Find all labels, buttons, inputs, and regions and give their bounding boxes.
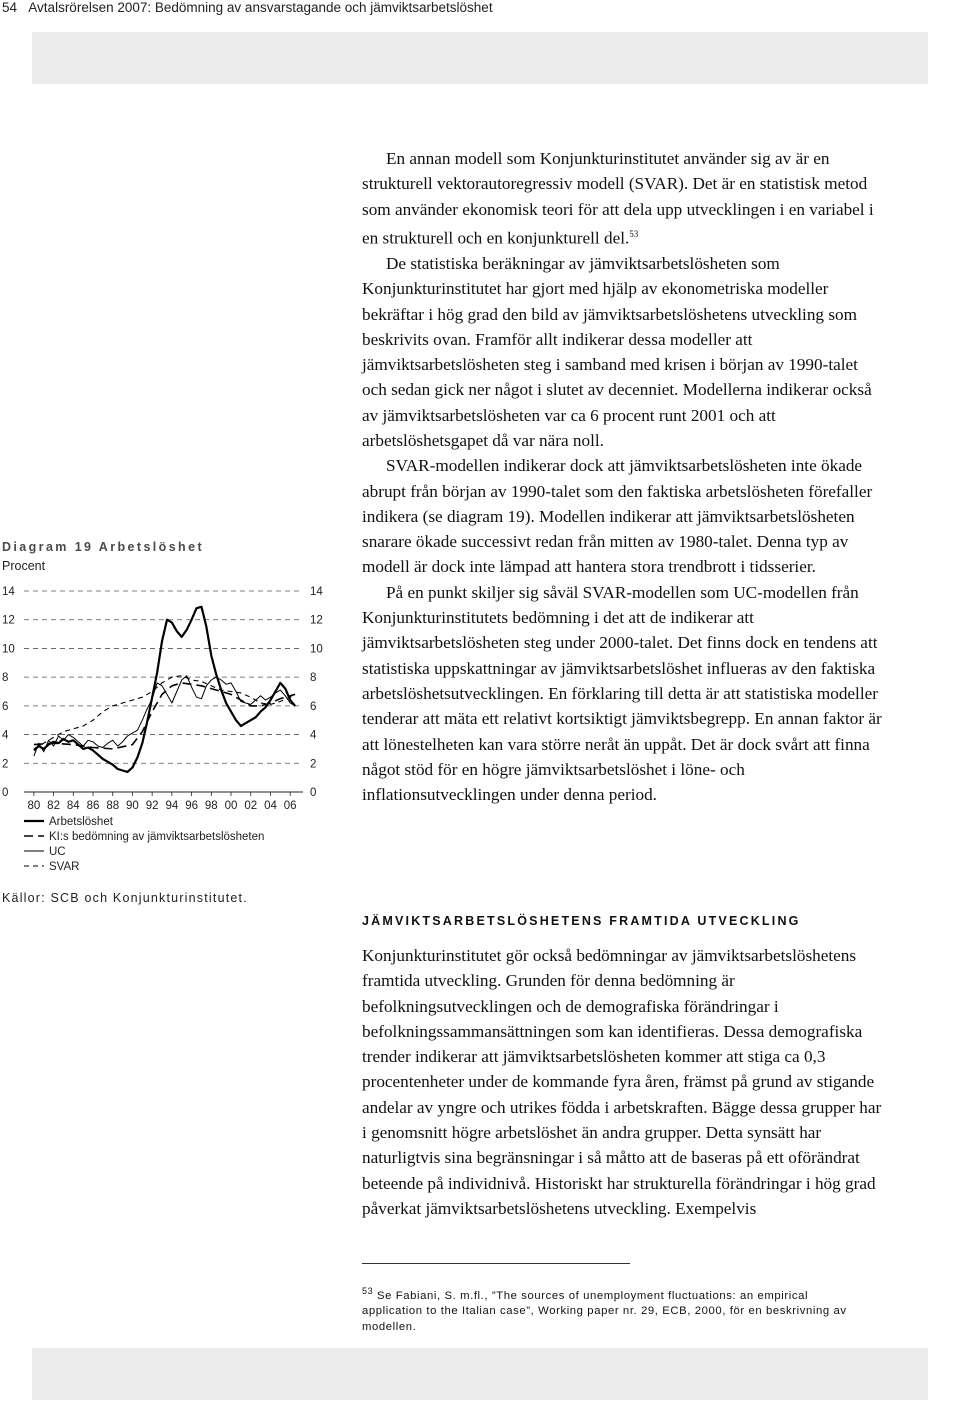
running-title: Avtalsrörelsen 2007: Bedömning av ansvarstagande och jämviktsarbetslöshet: [28, 0, 493, 15]
legend-label: SVAR: [49, 861, 80, 873]
chart-legend: [24, 816, 264, 873]
legend-label: Arbetslöshet: [49, 816, 113, 828]
x-tick-label: 82: [47, 800, 60, 812]
y-tick-label-right: 10: [310, 643, 323, 656]
y-tick-label-left: 2: [2, 758, 9, 771]
bottom-grey-band: [32, 1348, 928, 1400]
chart-series: [34, 607, 295, 772]
paragraph-2: De statistiska beräkningar av jämviktsarbetslösheten som Konjunkturinstitutet har gjort med hjälp av ekonometriska modeller bekräftar i hög grad den bild av jämviktsarbetslöshetens utveckling som beskrivits ovan. Framför allt indikerar dessa modeller att jämviktsarbetslösheten steg i samband med krisen i början av 1990-talet och sedan gick ner något i slutet av decenniet. Modellerna indikerar också av jämviktsarbetslösheten var ca 6 procent runt 2001 och att arbetslöshetsgapet då var nära noll.: [362, 253, 872, 450]
x-tick-label: 88: [106, 800, 120, 812]
footnote-ref: 53: [629, 228, 639, 239]
x-tick-label: 98: [204, 800, 218, 812]
x-tick-label: 00: [224, 800, 238, 812]
x-tick-label: 94: [165, 800, 179, 812]
x-tick-label: 90: [126, 800, 139, 812]
footnote-number: 53: [362, 1286, 374, 1296]
y-tick-label-right: 8: [310, 672, 317, 685]
x-tick-label: 04: [264, 800, 277, 812]
y-tick-label-left: 12: [2, 614, 15, 627]
y-tick-label-right: 14: [310, 586, 323, 598]
page-number: 54: [2, 0, 18, 15]
paragraph-4: På en punkt skiljer sig såväl SVAR-modellen som UC-modellen från Konjunkturinstitutets bedömning i det att de indikerar att jämviktsarbetslösheten steg under 2000-talet. Det finns dock en tendens att statistiska uppskattningar av jämviktsarbetslöshet influeras av den faktiska arbetslöshetsutvecklingen. En förklaring till detta är att statistiska modeller tenderar att mäta ett relativt kortsiktigt jämviktsbegrepp. En annan faktor är att lönestelheten kan vara större neråt än uppåt. Det är dock svårt att finna något stöd för en högre jämviktsarbetslöshet i löne- och inflationsutvecklingen under denna period.: [362, 582, 882, 805]
y-tick-label-right: 0: [310, 787, 317, 799]
y-tick-label-left: 10: [2, 643, 15, 656]
section-heading: JÄMVIKTSARBETSLÖSHETENS FRAMTIDA UTVECKLING: [362, 914, 801, 928]
body-column-top: [362, 146, 882, 807]
top-grey-band: [32, 32, 928, 84]
footnote: [362, 1284, 862, 1335]
series-line-svar: [34, 676, 295, 749]
chart-unit-label: Procent: [2, 559, 46, 573]
legend-label: KI:s bedömning av jämviktsarbetslösheten: [49, 831, 265, 843]
x-tick-label: 86: [86, 800, 100, 812]
running-header: [2, 0, 493, 15]
unemployment-chart: [0, 575, 335, 887]
y-tick-label-right: 2: [310, 758, 317, 771]
y-tick-label-left: 4: [2, 729, 9, 742]
paragraph-5: Konjunkturinstitutet gör också bedömningar av jämviktsarbetslöshetens framtida utveckling. Grunden för denna bedömning är befolkningsutvecklingen och de demografiska förändringar i befolkningssammansättningen som kan identifieras. Dessa demografiska trender indikerar att jämviktsarbetslösheten kommer att stiga ca 0,3 procentenheter under de kommande fyra åren, främst på grund av stigande andelar av yngre och utrikes födda i arbetskraften. Bägge dessa grupper har i genomsnitt högre arbetslöshet än andra grupper. Detta synsätt har naturligtvis sina begränsningar i så måtto att de baseras på ett oförändrat beteende på individnivå. Historiskt har strukturella förändringar i hög grad påverkat jämviktsarbetslöshetens utveckling. Exempelvis: [362, 946, 882, 1218]
y-tick-label-left: 14: [2, 586, 15, 598]
x-tick-label: 92: [145, 800, 159, 812]
footnote-rule: [362, 1263, 630, 1264]
footnote-text: Se Fabiani, S. m.fl., ”The sources of unemployment fluctuations: an empirical application to the Italian case”, Working paper nr. 29, ECB, 2000, för en beskrivning av modellen.: [362, 1289, 847, 1333]
x-tick-label: 02: [244, 800, 258, 812]
paragraph-3: SVAR-modellen indikerar dock att jämviktsarbetslösheten inte ökade abrupt från början av 1990-talet som den faktiska arbetslösheten förefaller indikera (se diagram 19). Modellen indikerar att jämviktsarbetslösheten snarare ökade successivt redan från mitten av 1980-talet. Denna typ av modell är dock inte lämpad att hantera stora trendbrott i tidsserier.: [362, 456, 873, 577]
legend-label: UC: [49, 846, 66, 858]
chart-sources: Källor: SCB och Konjunkturinstitutet.: [2, 891, 248, 905]
x-tick-label: 96: [185, 800, 198, 812]
chart-title: Diagram 19 Arbetslöshet: [2, 540, 205, 554]
y-tick-label-left: 8: [2, 672, 9, 685]
x-tick-label: 84: [66, 800, 80, 812]
y-tick-label-right: 12: [310, 614, 323, 627]
x-tick-label: 80: [27, 800, 41, 812]
y-tick-label-right: 4: [310, 729, 317, 742]
y-tick-label-left: 0: [2, 787, 9, 799]
paragraph-intro: En annan modell som Konjunkturinstitutet använder sig av är en strukturell vektorautoregressiv modell (SVAR). Det är en statistisk metod som använder ekonomisk teori för att dela upp utvecklingen i en variabel i en strukturell och en konjunkturell del.$^{53}$: [362, 149, 874, 248]
x-tick-label: 06: [283, 800, 297, 812]
y-tick-label-left: 6: [2, 700, 9, 713]
y-tick-label-right: 6: [310, 700, 317, 713]
body-column-bottom: [362, 943, 882, 1221]
